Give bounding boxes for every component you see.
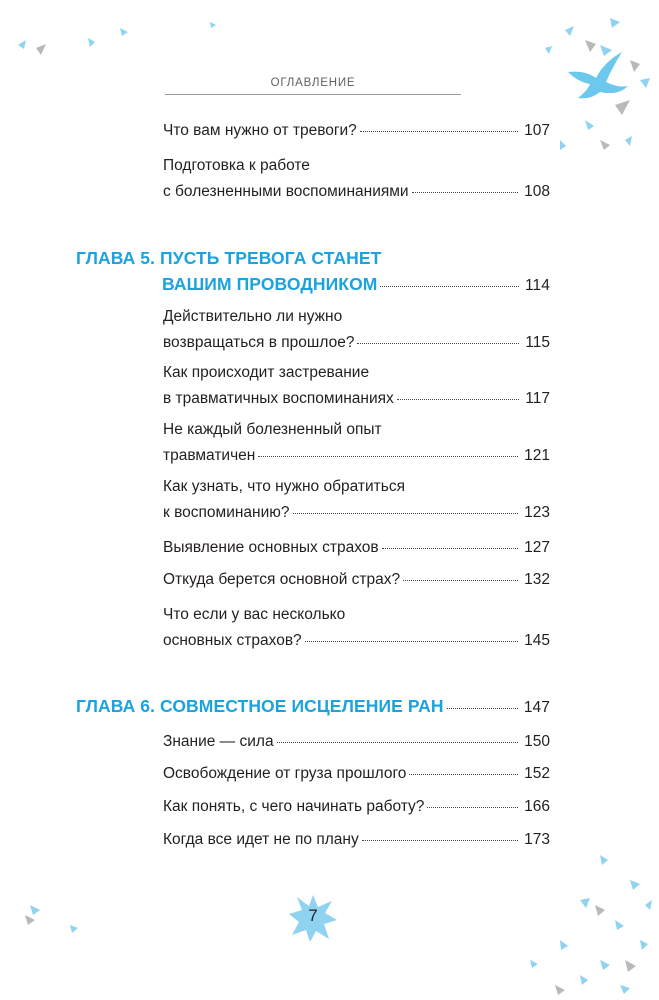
dot-leader [409, 774, 518, 775]
entry-page-number: 127 [524, 539, 550, 556]
toc-entry [163, 567, 550, 593]
dot-leader [382, 548, 519, 549]
entry-title-line: Освобождение от груза прошлого [163, 765, 407, 782]
entry-page-number: 173 [524, 831, 550, 848]
header-rule [165, 94, 461, 95]
dot-leader [412, 192, 519, 193]
toc-entry [163, 474, 550, 526]
dot-leader [397, 399, 520, 400]
entry-page-number: 123 [524, 504, 550, 521]
toc-entry [163, 794, 550, 820]
entry-title-line: возвращаться в прошлое? [163, 334, 355, 351]
entry-title-line: Действительно ли нужно [163, 308, 343, 325]
entry-title-line: Как происходит застревание [163, 364, 370, 381]
toc-entry [163, 535, 550, 561]
toc-entry [163, 602, 550, 654]
entry-page-number: 145 [524, 632, 550, 649]
page-number: 7 [308, 906, 318, 925]
entry-page-number: 166 [524, 798, 550, 815]
toc-entry [163, 417, 550, 469]
entry-title-line: Не каждый болезненный опыт [163, 421, 382, 438]
entry-title-line: Выявление основных страхов [163, 539, 379, 556]
dot-leader [277, 742, 519, 743]
entry-title-line: Откуда берется основной страх? [163, 571, 401, 588]
entry-title-line: травматичен [163, 447, 256, 464]
dot-leader [403, 580, 518, 581]
dot-leader [357, 343, 519, 344]
entry-title-line: Подготовка к работе [163, 157, 310, 174]
toc-entry [163, 729, 550, 755]
entry-page-number: 107 [524, 122, 550, 139]
entry-title-line: ГЛАВА 6. СОВМЕСТНОЕ ИСЦЕЛЕНИЕ РАН [76, 696, 444, 716]
toc-entry [163, 761, 550, 787]
toc-entry [163, 360, 550, 412]
toc-entry [163, 304, 550, 356]
entry-title-line: Как узнать, что нужно обратиться [163, 478, 405, 495]
chapter-heading-6 [76, 693, 550, 721]
entry-title-line: к воспоминанию? [163, 504, 290, 521]
entry-title-line: Что вам нужно от тревоги? [163, 122, 357, 139]
entry-page-number: 114 [524, 277, 550, 294]
entry-title-line: в травматичных воспоминаниях [163, 390, 394, 407]
page-header: ОГЛАВЛЕНИЕ [270, 77, 356, 89]
dot-leader [380, 286, 519, 287]
entry-page-number: 150 [524, 733, 550, 750]
toc-entry [163, 118, 550, 144]
dot-leader [360, 131, 518, 132]
chapter-heading-5 [76, 245, 550, 299]
entry-page-number: 117 [525, 390, 550, 407]
entry-title-line: Как понять, с чего начинать работу? [163, 798, 425, 815]
page-number-badge [288, 893, 338, 943]
entry-title-line: Когда все идет не по плану [163, 831, 359, 848]
entry-title-line: ВАШИМ ПРОВОДНИКОМ [162, 274, 378, 294]
entry-page-number: 132 [524, 571, 550, 588]
entry-title-line: Знание — сила [163, 733, 274, 750]
entry-title-line: с болезненными воспоминаниями [163, 183, 409, 200]
entry-page-number: 147 [523, 699, 550, 716]
entry-title-line: Что если у вас несколько [163, 606, 346, 623]
entry-title-line: основных страхов? [163, 632, 302, 649]
entry-title-line: ГЛАВА 5. ПУСТЬ ТРЕВОГА СТАНЕТ [76, 248, 382, 268]
dot-leader [258, 456, 518, 457]
entry-page-number: 121 [524, 447, 550, 464]
dot-leader [427, 807, 518, 808]
entry-page-number: 152 [524, 765, 550, 782]
dot-leader [362, 840, 518, 841]
dot-leader [293, 513, 519, 514]
dot-leader [305, 641, 518, 642]
dot-leader [447, 708, 518, 709]
toc-entry [163, 153, 550, 205]
entry-page-number: 115 [525, 334, 550, 351]
bird-flying-icon [568, 52, 628, 98]
toc-entry [163, 827, 550, 853]
entry-page-number: 108 [524, 183, 550, 200]
